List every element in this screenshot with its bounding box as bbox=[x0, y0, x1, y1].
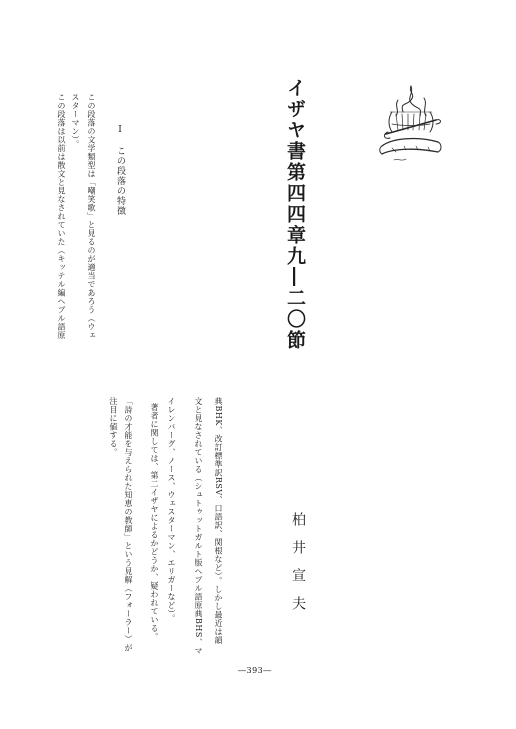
continuation-line: 注目に値する。 bbox=[109, 397, 118, 457]
continuation-line: 典BHK、改訂標準訳RSV、口語訳、関根など）。しかし最近は韻 bbox=[214, 397, 223, 645]
section-heading: Ⅰ この段落の特徴 bbox=[115, 125, 125, 216]
fire-and-log-sketch bbox=[378, 82, 444, 168]
author-name: 柏井宣夫 bbox=[290, 512, 306, 624]
article-title: イザヤ書第四四章九―二〇節 bbox=[284, 78, 306, 351]
fire-and-log-illustration-icon bbox=[378, 82, 444, 168]
continuation-line: 著者に関しては、第二イザヤによるかどうか、疑われている。 bbox=[150, 403, 159, 641]
continuation-line: イレンバーグ、ノース、ウェスターマン、エリガーなど）。 bbox=[167, 397, 176, 623]
page-number: ―393― bbox=[238, 666, 272, 675]
continuation-line: 文と見なされている（シュトゥットガルト版ヘブル語原典BHS、マ bbox=[194, 397, 203, 655]
continuation-line: 「詩の才能を与えられた知恵の教師」という見解（フォーラー）が bbox=[124, 397, 133, 652]
paragraph-line: スターマン）。 bbox=[71, 93, 80, 149]
paragraph-line: この段落の文学類型は「嘲笑歌」と見るのが適当であろう（ウェ bbox=[87, 93, 96, 340]
paragraph-line: この段落は以前は散文と見なされていた（キッテル編ヘブル語原 bbox=[57, 93, 66, 340]
